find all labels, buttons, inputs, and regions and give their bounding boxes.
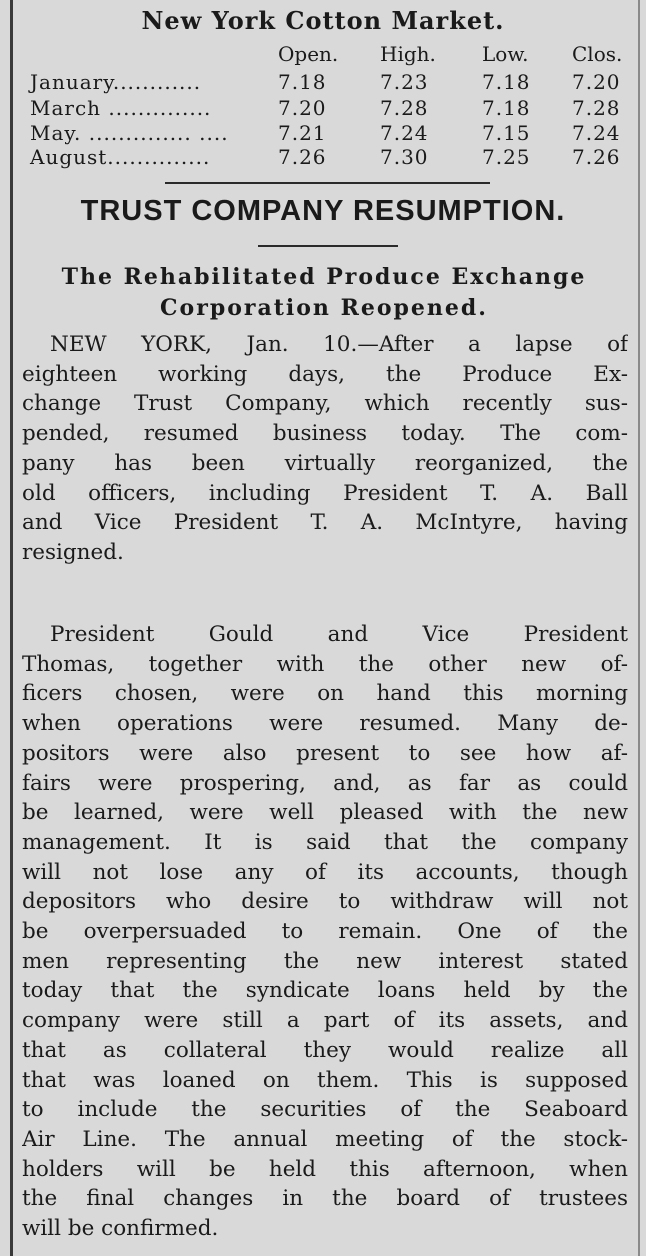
- text-line: change Trust Company, which recently sus-: [22, 391, 628, 417]
- text-line: company were still a part of its assets, and: [22, 1008, 628, 1034]
- high-value: 7.28: [380, 96, 429, 120]
- header-low: Low.: [482, 42, 529, 66]
- text-line: the final changes in the board of trustees: [22, 1186, 628, 1212]
- text-line: eighteen working days, the Produce Ex-: [22, 361, 628, 387]
- month-label: January............: [30, 70, 202, 94]
- headline-divider: [258, 245, 398, 247]
- text-line: and Vice President T. A. McIntyre, having: [22, 510, 628, 536]
- text-line: today that the syndicate loans held by the: [22, 978, 628, 1004]
- text-line: holders will be held this afternoon, when: [22, 1156, 628, 1182]
- header-high: High.: [380, 42, 436, 66]
- month-label: May. .............. ....: [30, 121, 229, 145]
- low-value: 7.15: [482, 121, 531, 145]
- article-paragraph-2: [22, 620, 628, 1244]
- subheadline-line: Corporation Reopened.: [160, 295, 488, 321]
- low-value: 7.18: [482, 96, 531, 120]
- close-value: 7.20: [572, 70, 621, 94]
- text-line: NEW YORK, Jan. 10.—After a lapse of: [50, 332, 628, 357]
- text-line: that was loaned on them. This is supposed: [22, 1067, 628, 1093]
- open-value: 7.21: [278, 121, 327, 145]
- header-close: Clos.: [572, 42, 623, 66]
- market-row: [30, 96, 632, 122]
- text-line: old officers, including President T. A. Ball: [22, 480, 628, 506]
- market-row: [30, 121, 632, 147]
- open-value: 7.18: [278, 70, 327, 94]
- article-subheadline: [18, 262, 630, 324]
- text-line: Air Line. The annual meeting of the stock-: [22, 1126, 628, 1152]
- article-paragraph-1: [22, 330, 628, 568]
- text-line: President Gould and Vice President: [50, 622, 628, 647]
- high-value: 7.23: [380, 70, 429, 94]
- text-line: when operations were resumed. Many de-: [22, 711, 628, 737]
- text-line: to include the securities of the Seaboard: [22, 1097, 628, 1123]
- section-divider: [165, 182, 490, 184]
- text-line: men representing the new interest stated: [22, 948, 628, 974]
- market-title: New York Cotton Market.: [141, 6, 505, 35]
- text-line: ficers chosen, were on hand this morning: [22, 681, 628, 707]
- text-line: pended, resumed business today. The com-: [22, 421, 628, 447]
- text-line: depositors who desire to withdraw will not: [22, 889, 628, 915]
- close-value: 7.28: [572, 96, 621, 120]
- text-line: will not lose any of its accounts, though: [22, 859, 628, 885]
- open-value: 7.26: [278, 145, 327, 169]
- low-value: 7.25: [482, 145, 531, 169]
- subheadline-line: The Rehabilitated Produce Exchange: [61, 264, 587, 290]
- text-line: management. It is said that the company: [22, 829, 628, 855]
- text-line: that as collateral they would realize all: [22, 1037, 628, 1063]
- low-value: 7.18: [482, 70, 531, 94]
- text-line: fairs were prospering, and, as far as could: [22, 770, 628, 796]
- market-table-header: [30, 42, 632, 68]
- text-line: Thomas, together with the other new of-: [22, 651, 628, 677]
- market-row: [30, 70, 632, 96]
- header-open: Open.: [278, 42, 339, 66]
- column-rule-right: [638, 0, 640, 1256]
- text-line: pany has been virtually reorganized, the: [22, 450, 628, 476]
- text-line: will be confirmed.: [22, 1216, 219, 1242]
- market-row: [30, 145, 632, 171]
- column-rule-left: [10, 0, 13, 1256]
- text-line: be learned, were well pleased with the new: [22, 800, 628, 826]
- text-line: positors were also present to see how af-: [22, 740, 628, 766]
- text-line: be overpersuaded to remain. One of the: [22, 919, 628, 945]
- text-line: resigned.: [22, 539, 124, 565]
- high-value: 7.24: [380, 121, 429, 145]
- article-headline: TRUST COMPANY RESUMPTION.: [80, 195, 566, 227]
- close-value: 7.24: [572, 121, 621, 145]
- high-value: 7.30: [380, 145, 429, 169]
- month-label: March ..............: [30, 96, 212, 120]
- month-label: August..............: [30, 145, 211, 169]
- open-value: 7.20: [278, 96, 327, 120]
- close-value: 7.26: [572, 145, 621, 169]
